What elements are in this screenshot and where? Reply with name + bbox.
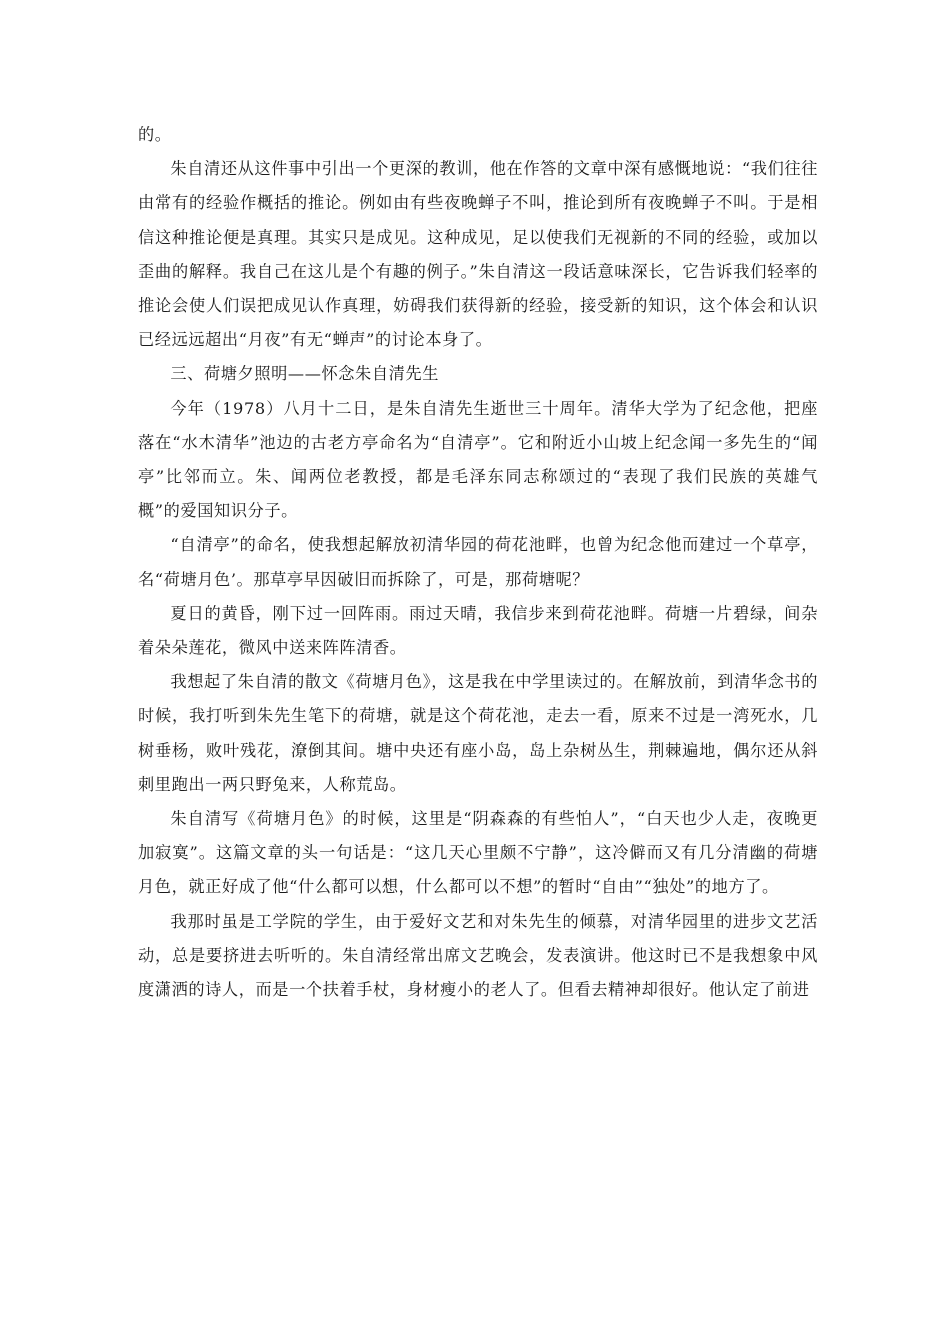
paragraph-writing: 朱自清写《荷塘月色》的时候，这里是“阴森森的有些怕人”，“白天也少人走，夜晚更加寂寞”。这篇文章的头一句话是：“这几天心里颇不宁静”，这冷僻而又有几分清幽的荷塘月色，就正好成了他“什么都可以想，什么都可以不想”的暂时“自由”“独处”的地方了。 bbox=[138, 809, 818, 897]
document-page bbox=[138, 118, 818, 1007]
paragraph-summer-evening: 夏日的黄昏，刚下过一回阵雨。雨过天晴，我信步来到荷花池畔。荷塘一片碧绿，间杂着朵朵莲花，微风中送来阵阵清香。 bbox=[138, 603, 818, 658]
paragraph-continuation: 的。 bbox=[138, 125, 172, 144]
paragraph-memory: 我想起了朱自清的散文《荷塘月色》，这是我在中学里读过的。在解放前，到清华念书的时候，我打听到朱先生笔下的荷塘，就是这个荷花池，走去一看，原来不过是一湾死水，几树垂杨，败叶残花，潦倒其间。塘中央还有座小岛，岛上杂树丛生，荆棘遍地，偶尔还从斜刺里跑出一两只野兔来，人称荒岛。 bbox=[138, 672, 818, 794]
paragraph-student: 我那时虽是工学院的学生，由于爱好文艺和对朱先生的倾慕，对清华园里的进步文艺活动，总是要挤进去听听的。朱自清经常出席文艺晚会，发表演讲。他这时已不是我想象中风度潇洒的诗人，而是一个扶着手杖，身材瘦小的老人了。但看去精神却很好。他认定了前进 bbox=[138, 911, 818, 1000]
paragraph-anniversary: 今年（1978）八月十二日，是朱自清先生逝世三十周年。清华大学为了纪念他，把座落在“水木清华”池边的古老方亭命名为“自清亭”。它和附近小山坡上纪念闻一多先生的“闻亭”比邻而立。朱、闻两位老教授，都是毛泽东同志称颂过的“表现了我们民族的英雄气概”的爱国知识分子。 bbox=[138, 398, 818, 521]
paragraph-pavilion: “自清亭”的命名，使我想起解放初清华园的荷花池畔，也曾为纪念他而建过一个草亭，名“荷塘月色’。那草亭早因破旧而拆除了，可是，那荷塘呢？ bbox=[138, 535, 818, 589]
paragraph-lesson: 朱自清还从这件事中引出一个更深的教训，他在作答的文章中深有感慨地说：“我们往往由常有的经验作概括的推论。例如由有些夜晚蝉子不叫，推论到所有夜晚蝉子不叫。于是相信这种推论便是真理。其实只是成见。这种成见，足以使我们无视新的不同的经验，或加以歪曲的解释。我自己在这儿是个有趣的例子。”朱自清这一段话意味深长，它告诉我们轻率的推论会使人们误把成见认作真理，妨碍我们获得新的经验，接受新的知识，这个体会和认识已经远远超出“月夜”有无“蝉声”的讨论本身了。 bbox=[138, 159, 818, 350]
section-heading: 三、荷塘夕照明——怀念朱自清先生 bbox=[170, 364, 439, 384]
